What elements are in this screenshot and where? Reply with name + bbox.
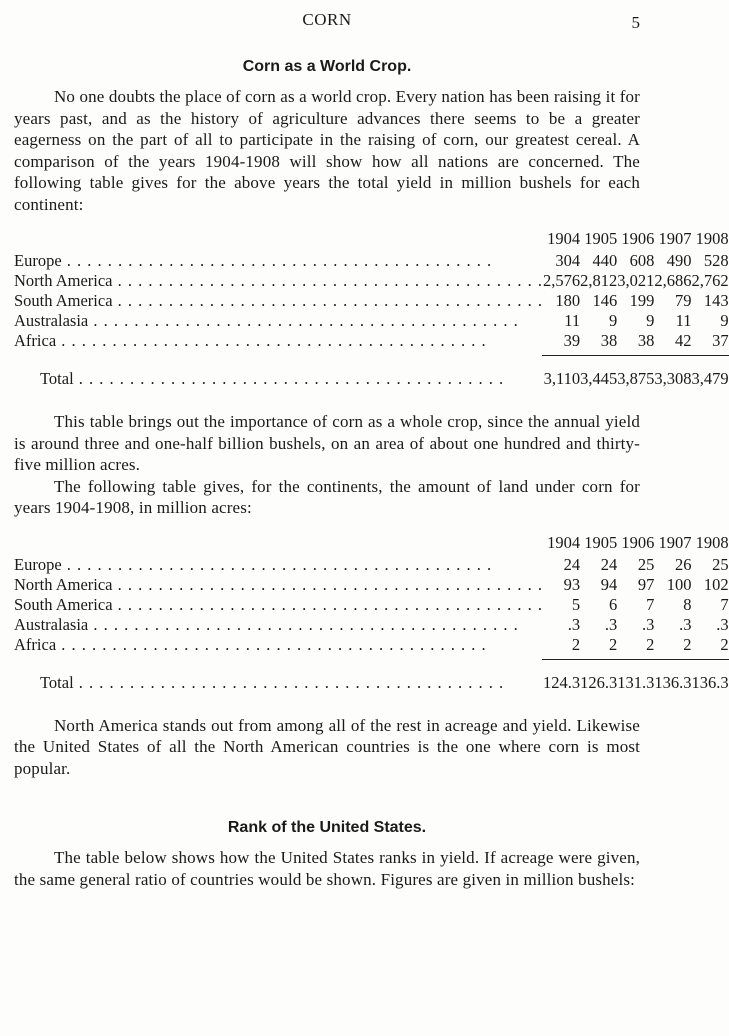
table-cell: 94 [600,574,618,594]
paragraph-acreage-intro: The following table gives, for the continents, the amount of land under corn for years 1904-1908, in million acres: [14,476,640,517]
table-cell: 102 [703,574,729,594]
row-label: South America . . . [14,595,543,615]
table-cell: 9 [609,311,618,330]
table-cell: 93 [563,574,581,594]
table-row [14,251,729,271]
table-cell: 38 [637,331,655,350]
table-cell: 8 [683,594,692,614]
table-cell: 42 [675,331,692,350]
table-cell: 490 [666,251,692,270]
total-cell: 3,308 [654,369,692,388]
table-row [14,555,729,575]
table-cell: 2 [646,634,655,654]
table-row [14,271,729,291]
intro-paragraph: No one doubts the place of corn as a world crop. Every nation has been raising it for years past, and as the history of agriculture advances there seems to be a greater eagerness on the part of all to participate in the raising of corn, our greatest cereal. A comparison of the years 1904-1908 will show how all nations are concerned. The following table gives for the above years the total yield in million bushels for each continent: [14,87,640,214]
row-label: Europe . . . [14,251,543,271]
row-label: Africa . . . [14,635,543,655]
table-cell: 440 [592,251,618,270]
paragraph-importance: This table brings out the importance of corn as a whole crop, since the annual yield is around three and one-half billion bushels, on an area of about one hundred and thirty-five million acres. [14,412,640,474]
row-label: Europe . . . [14,555,543,575]
total-cell: 124.3 [543,672,581,692]
total-cell: 3,875 [617,369,655,388]
year-header: 1904 [547,532,581,552]
paragraph-north-america: North America stands out from among all of the rest in acreage and yield. Likewise the United States of all the North American countries is the one where corn is most popular. [14,715,640,778]
table-cell: 180 [555,291,581,310]
table-cell: 25 [712,554,729,574]
year-header: 1908 [695,532,729,552]
table-cell: .3 [604,614,618,634]
table-cell: 2 [720,634,729,654]
total-cell: 131.3 [617,672,655,692]
table-row [14,635,729,655]
total-cell: 126.3 [580,672,618,692]
total-cell: 3,479 [691,369,729,388]
table-cell: 5 [571,594,581,614]
running-head [14,0,640,40]
table-cell: 26 [675,554,692,574]
page [14,0,729,890]
yield-table-wrap [14,229,729,389]
table-row [14,331,729,351]
year-header: 1906 [621,229,655,248]
table-cell: 39 [563,331,581,350]
table-cell: 100 [666,574,692,594]
table-cell: 3,021 [617,271,655,290]
table-cell: 2,686 [654,271,692,290]
table-cell: 38 [600,331,618,350]
row-label: South America . . . [14,291,543,311]
table-cell: .3 [679,614,692,634]
year-header: 1907 [658,229,692,248]
acreage-table [14,533,729,693]
year-header: 1906 [621,532,655,552]
table-cell: 2,812 [580,271,618,290]
section-title-world-crop: Corn as a World Crop. [242,58,412,75]
table-row [14,291,729,311]
total-cell: 3,445 [580,369,618,388]
table-cell: 608 [629,251,655,270]
yield-table [14,229,729,389]
table-cell: 7 [646,594,655,614]
table-row [14,595,729,615]
total-cell: 136.3 [691,672,729,692]
table-cell: 2,762 [691,271,729,290]
year-header: 1905 [584,532,618,552]
table-cell: 143 [703,291,729,310]
total-cell: 3,110 [543,369,581,388]
table-cell: 79 [675,291,692,310]
table-cell: 146 [592,291,618,310]
table-cell: 25 [637,554,655,574]
table-cell: 2 [571,634,581,654]
row-label: Australasia . . . [14,311,543,331]
table-row [14,575,729,595]
table-cell: 24 [563,554,581,574]
table-cell: 199 [629,291,655,310]
table-cell: 97 [637,574,655,594]
table-cell: .3 [642,614,655,634]
table-cell: 9 [720,311,729,330]
year-header: 1908 [695,229,729,248]
table-rule [14,351,729,365]
paragraph-rank-intro: The table below shows how the United States ranks in yield. If acreage were given, the same general ratio of countries would be shown. Figures are given in million bushels: [14,848,640,889]
table-cell: 528 [703,251,729,270]
table-cell: .3 [567,614,581,634]
running-title: CORN [302,10,352,29]
table-cell: 9 [646,311,655,330]
row-label: Australasia . . . [14,615,543,635]
total-label: Total . . . [40,673,543,693]
row-label: North America . . . [14,271,543,291]
table-cell: 11 [564,311,581,330]
table-cell: 2 [683,634,692,654]
yield-table-header [14,229,729,251]
table-cell: 37 [712,331,729,350]
year-header: 1904 [547,229,581,248]
table-row [14,615,729,635]
table-cell: 2,576 [543,271,581,290]
total-row [14,669,729,693]
table-cell: .3 [716,614,729,634]
table-cell: 11 [675,311,692,330]
table-cell: 24 [600,554,618,574]
row-label: Africa . . . [14,331,543,351]
page-number: 5 [631,13,640,32]
total-row [14,365,729,389]
table-cell: 6 [609,594,618,614]
year-header: 1905 [584,229,618,248]
table-cell: 2 [609,634,618,654]
table-row [14,311,729,331]
total-cell: 136.3 [654,672,692,692]
acreage-table-header [14,533,729,555]
row-label: North America . . . [14,575,543,595]
section-title-rank: Rank of the United States. [227,819,427,836]
table-cell: 7 [720,594,729,614]
table-rule [14,655,729,669]
total-label: Total . . . [40,369,543,389]
table-cell: 304 [555,251,581,270]
year-header: 1907 [658,532,692,552]
acreage-table-wrap [14,532,729,693]
